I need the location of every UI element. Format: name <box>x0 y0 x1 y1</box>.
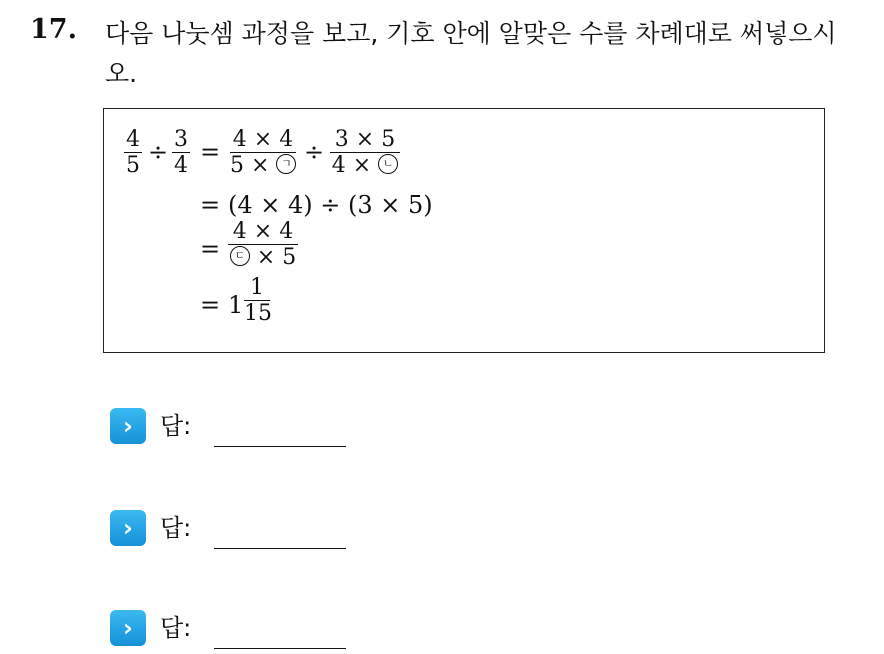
divide-sign-2: ÷ <box>304 138 325 166</box>
blank-circle-1: ㄱ <box>276 154 296 174</box>
divide-sign: ÷ <box>148 138 169 166</box>
mixed-number-whole: 1 <box>228 291 244 319</box>
chevron-right-icon: › <box>110 408 146 444</box>
equals-sign-4: = <box>200 291 221 319</box>
equals-sign-3: = <box>200 235 221 263</box>
chevron-right-icon: › <box>110 610 146 646</box>
answer-label: 답: <box>160 412 192 440</box>
blank-circle-3: ㄷ <box>230 246 250 266</box>
fraction-4-5: 4 5 <box>126 127 140 178</box>
fraction-1-15: 1 15 <box>244 275 272 326</box>
question-text: 다음 나눗셈 과정을 보고, 기호 안에 알맞은 수를 차례대로 써넣으시오. <box>105 19 837 88</box>
question-number: 17. <box>30 14 77 45</box>
blank-circle-2: ㄴ <box>378 154 398 174</box>
calculation-box <box>103 108 825 353</box>
expression-line-2: (4 × 4) ÷ (3 × 5) <box>228 191 433 219</box>
fraction-3-4: 3 4 <box>174 127 188 178</box>
answer-label: 답: <box>160 514 192 542</box>
equals-sign: = <box>200 138 221 166</box>
answer-blank-3[interactable] <box>214 648 346 649</box>
answer-label: 답: <box>160 614 192 642</box>
equals-sign-2: = <box>200 191 221 219</box>
fraction-blank-2: 3 × 5 4 × ㄴ <box>330 127 400 178</box>
chevron-right-icon: › <box>110 510 146 546</box>
answer-blank-1[interactable] <box>214 446 346 447</box>
answer-blank-2[interactable] <box>214 548 346 549</box>
fraction-blank-3: 4 × 4 ㄷ × 5 <box>228 219 298 270</box>
fraction-blank-1: 4 × 4 5 × ㄱ <box>230 127 296 178</box>
